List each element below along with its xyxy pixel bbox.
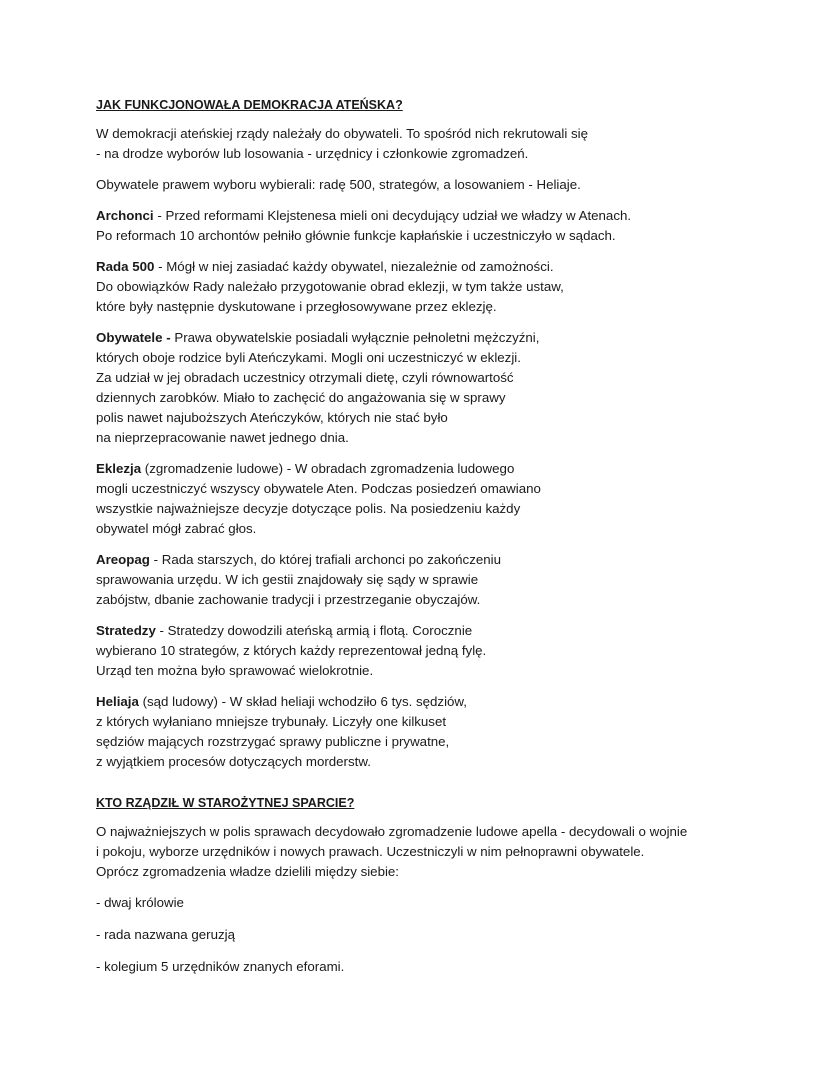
- paragraph-eklezja: [96, 459, 786, 539]
- text-line: [96, 328, 786, 348]
- list-item: - kolegium 5 urzędników znanych eforami.: [96, 959, 345, 974]
- text-line: sędziów mających rozstrzygać sprawy publiczne i prywatne,: [96, 734, 450, 749]
- paragraph-rada-500: [96, 257, 786, 317]
- term-label: Obywatele -: [96, 330, 171, 345]
- text-line: [96, 257, 786, 277]
- text-line: wybierano 10 strategów, z których każdy reprezentował jedną fylę.: [96, 643, 487, 658]
- paragraph-stratedzy: [96, 621, 786, 681]
- text-line: dziennych zarobków. Miało to zachęcić do angażowania się w sprawy: [96, 390, 506, 405]
- text-fragment: (sąd ludowy) - W skład heliaji wchodziło 6 tys. sędziów,: [138, 694, 467, 709]
- list-item: - dwaj królowie: [96, 895, 184, 910]
- term-label: Rada 500: [96, 259, 155, 274]
- text-line: [96, 621, 786, 641]
- paragraph-areopag: [96, 550, 786, 610]
- section-heading-athens: JAK FUNKCJONOWAŁA DEMOKRACJA ATEŃSKA?: [96, 98, 403, 112]
- text-line: [96, 206, 786, 226]
- text-line: z których wyłaniano mniejsze trybunały. Liczyły one kilkuset: [96, 714, 447, 729]
- term-label: Heliaja: [96, 694, 139, 709]
- paragraph-obywatele: [96, 328, 786, 448]
- text-line: obywatel mógł zabrać głos.: [96, 521, 257, 536]
- text-line: Oprócz zgromadzenia władze dzielili między siebie:: [96, 864, 400, 879]
- term-label: Areopag: [96, 552, 150, 567]
- text-line: Obywatele prawem wyboru wybierali: radę 500, strategów, a losowaniem - Heliaje.: [96, 177, 581, 192]
- text-fragment: - Przed reformami Klejstenesa mieli oni decydujący udział we władzy w Atenach.: [153, 208, 632, 223]
- paragraph-intro: [96, 124, 786, 164]
- text-line: [96, 459, 786, 479]
- text-line: z wyjątkiem procesów dotyczących morderstw.: [96, 754, 371, 769]
- text-line: - na drodze wyborów lub losowania - urzędnicy i członkowie zgromadzeń.: [96, 146, 529, 161]
- list-item: - rada nazwana geruzją: [96, 927, 235, 942]
- text-line: i pokoju, wyborze urzędników i nowych prawach. Uczestniczyli w nim pełnoprawni obywatele.: [96, 844, 645, 859]
- term-label: Stratedzy: [96, 623, 156, 638]
- text-fragment: - Stratedzy dowodzili ateńską armią i flotą. Corocznie: [155, 623, 473, 638]
- text-line: W demokracji ateńskiej rządy należały do obywateli. To spośród nich rekrutowali się: [96, 126, 588, 141]
- text-line: O najważniejszych w polis sprawach decydowało zgromadzenie ludowe apella - decydowali o wojnie: [96, 824, 688, 839]
- section-heading-sparta: KTO RZĄDZIŁ W STAROŻYTNEJ SPARCIE?: [96, 796, 355, 810]
- term-label: Eklezja: [96, 461, 142, 476]
- paragraph-archonci: [96, 206, 786, 246]
- text-line: [96, 550, 786, 570]
- text-line: Do obowiązków Rady należało przygotowanie obrad eklezji, w tym także ustaw,: [96, 279, 564, 294]
- paragraph-heliaja: [96, 692, 786, 772]
- text-line: [96, 692, 786, 712]
- text-fragment: Prawa obywatelskie posiadali wyłącznie pełnoletni mężczyźni,: [170, 330, 540, 345]
- text-line: polis nawet najuboższych Ateńczyków, których nie stać było: [96, 410, 448, 425]
- text-fragment: (zgromadzenie ludowe) - W obradach zgromadzenia ludowego: [141, 461, 515, 476]
- paragraph-elections: [96, 175, 786, 195]
- text-fragment: - Mógł w niej zasiadać każdy obywatel, niezależnie od zamożności.: [154, 259, 554, 274]
- document-content: [96, 96, 786, 989]
- paragraph-sparta-intro: [96, 822, 786, 882]
- text-line: zabójstw, dbanie zachowanie tradycji i przestrzeganie obyczajów.: [96, 592, 481, 607]
- text-line: których oboje rodzice byli Ateńczykami. Mogli oni uczestniczyć w eklezji.: [96, 350, 521, 365]
- text-line: wszystkie najważniejsze decyzje dotyczące polis. Na posiedzeniu każdy: [96, 501, 521, 516]
- text-line: mogli uczestniczyć wszyscy obywatele Aten. Podczas posiedzeń omawiano: [96, 481, 541, 496]
- text-line: które były następnie dyskutowane i przegłosowywane przez eklezję.: [96, 299, 497, 314]
- text-line: na nieprzepracowanie nawet jednego dnia.: [96, 430, 349, 445]
- text-line: Za udział w jej obradach uczestnicy otrzymali dietę, czyli równowartość: [96, 370, 514, 385]
- text-line: Urząd ten można było sprawować wielokrotnie.: [96, 663, 374, 678]
- term-label: Archonci: [96, 208, 154, 223]
- text-line: Po reformach 10 archontów pełniło głównie funkcje kapłańskie i uczestniczyło w sądach.: [96, 228, 616, 243]
- text-line: sprawowania urzędu. W ich gestii znajdowały się sądy w sprawie: [96, 572, 479, 587]
- text-fragment: - Rada starszych, do której trafiali archonci po zakończeniu: [149, 552, 501, 567]
